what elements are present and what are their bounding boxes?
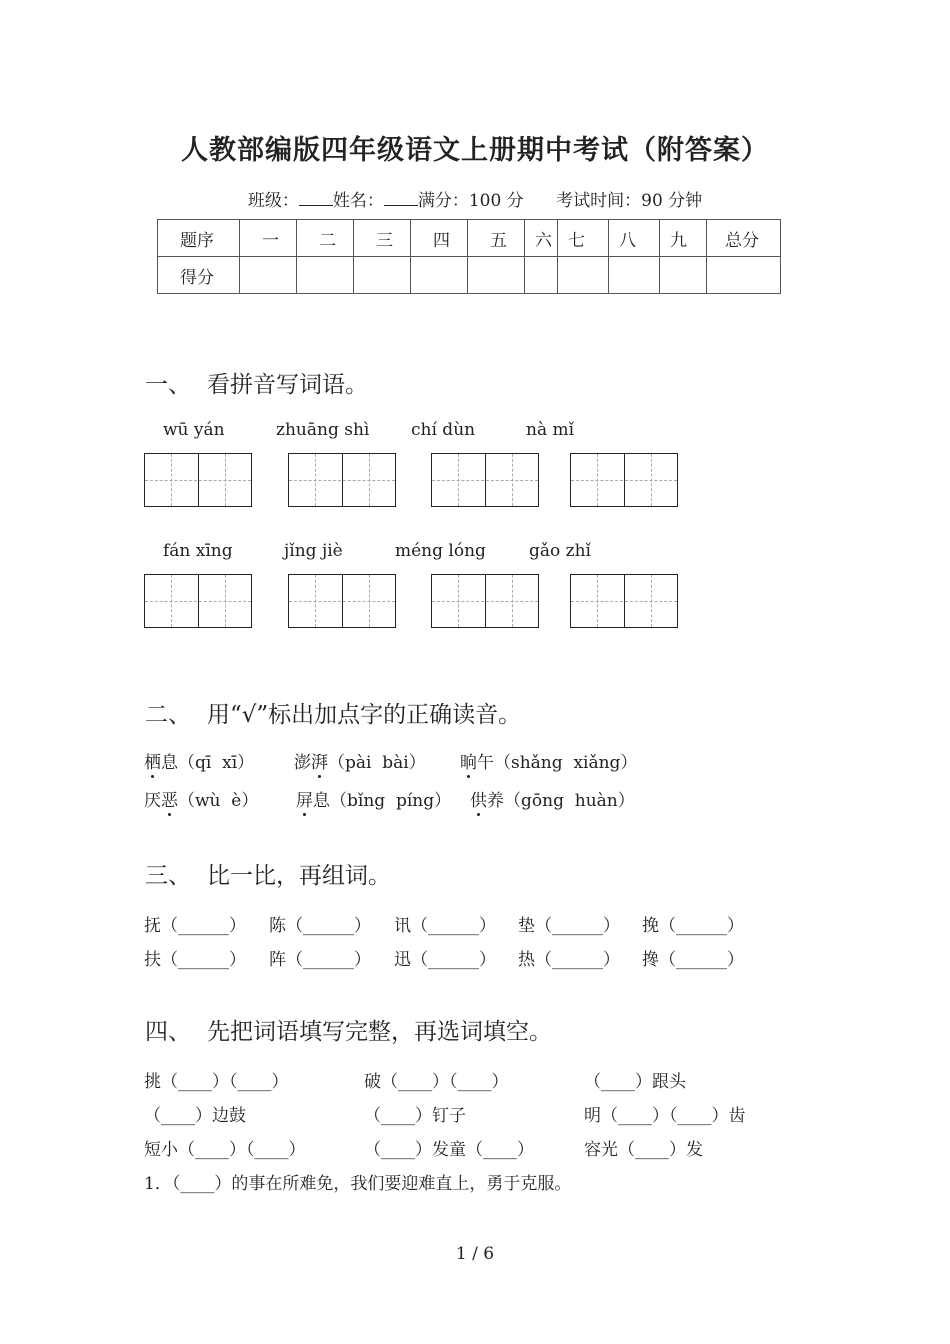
score-cell[interactable] [609,257,660,294]
score-cell[interactable] [558,257,609,294]
idiom-item[interactable]: （____）钉子 [364,1106,466,1126]
table-cell: 七 [558,220,609,257]
score-cell[interactable] [660,257,707,294]
idiom-item[interactable]: （____）跟头 [584,1072,686,1092]
idiom-item[interactable]: 容光（____）发 [584,1140,703,1160]
pinyin-label: méng lóng [395,541,486,561]
score-cell[interactable] [240,257,297,294]
reading-item [144,786,258,811]
compare-item[interactable]: 扶（______） [144,950,246,970]
table-cell: 九 [660,220,707,257]
reading-options[interactable]: 息（qī xī） [161,753,255,773]
dotted-char: 湃 [311,748,328,773]
writing-grid[interactable] [288,453,396,507]
score-cell[interactable] [525,257,558,294]
section-number: 二、 [145,702,191,728]
class-label: 班级： [247,191,299,211]
dotted-char: 晌 [460,748,477,773]
compare-item[interactable]: 陈（______） [269,916,371,936]
writing-grid[interactable] [144,574,252,628]
section-number: 一、 [145,372,191,398]
section-heading [145,857,391,890]
page-number: 1 / 6 [455,1244,495,1264]
compare-item[interactable]: 搀（______） [642,950,744,970]
compare-item[interactable]: 抚（______） [144,916,246,936]
name-blank[interactable] [384,191,418,206]
fill-sentence[interactable]: 1．（____）的事在所难免，我们要迎难直上，勇于克服。 [144,1174,572,1194]
reading-item [144,748,254,773]
reading-item [294,748,426,773]
exam-time: 考试时间：90 分钟 [556,191,703,211]
table-cell: 二 [297,220,354,257]
score-table [157,219,781,294]
dotted-char: 恶 [161,786,178,811]
compare-item[interactable]: 挽（______） [642,916,744,936]
section-heading [145,366,368,399]
table-cell: 题序 [158,220,240,257]
score-cell[interactable] [468,257,525,294]
table-cell: 六 [525,220,558,257]
writing-grid[interactable] [431,453,539,507]
class-blank[interactable] [299,191,333,206]
idiom-item[interactable]: 挑（____）（____） [144,1072,289,1092]
pinyin-label: nà mǐ [526,420,575,440]
idiom-item[interactable]: （____）边鼓 [144,1106,246,1126]
reading-options[interactable]: 午（shǎng xiǎng） [477,753,638,773]
score-cell[interactable] [411,257,468,294]
table-cell: 总分 [707,220,781,257]
section-title: 看拼音写词语。 [207,372,368,398]
page-title: 人教部编版四年级语文上册期中考试（附答案） [181,135,769,166]
pinyin-label: jǐng jiè [284,541,343,561]
table-cell: 三 [354,220,411,257]
reading-options[interactable]: 息（bǐng píng） [313,791,452,811]
section-heading [145,696,521,729]
score-cell[interactable] [297,257,354,294]
idiom-item[interactable]: 破（____）（____） [364,1072,509,1092]
name-label: 姓名： [332,191,384,211]
pinyin-label: gǎo zhǐ [529,541,591,561]
section-title: 比一比，再组词。 [207,863,391,889]
section-title: 用“√”标出加点字的正确读音。 [207,702,522,728]
table-cell: 八 [609,220,660,257]
idiom-item[interactable]: （____）发童（____） [364,1140,534,1160]
reading-item [470,786,635,811]
exam-info [0,186,950,211]
reading-options[interactable]: （wù è） [178,791,259,811]
idiom-item[interactable]: 明（____）（____）齿 [584,1106,746,1126]
table-cell: 五 [468,220,525,257]
pinyin-label: wū yán [163,420,225,440]
writing-grid[interactable] [431,574,539,628]
dotted-char: 栖 [144,748,161,773]
idiom-item[interactable]: 短小（____）（____） [144,1140,306,1160]
full-score: 满分：100 分 [417,191,524,211]
section-heading [145,1013,552,1046]
section-number: 四、 [145,1019,191,1045]
compare-item[interactable]: 垫（______） [518,916,620,936]
score-cell[interactable] [354,257,411,294]
reading-options[interactable]: （pài bài） [328,753,426,773]
compare-item[interactable]: 讯（______） [394,916,496,936]
writing-grid[interactable] [570,453,678,507]
reading-item [296,786,451,811]
writing-grid[interactable] [288,574,396,628]
pinyin-label: chí dùn [411,420,476,440]
score-header-row [158,220,781,257]
compare-item[interactable]: 迅（______） [394,950,496,970]
compare-item[interactable]: 热（______） [518,950,620,970]
table-cell: 四 [411,220,468,257]
reading-options[interactable]: 养（gōng huàn） [487,791,635,811]
pinyin-label: zhuāng shì [276,420,370,440]
reading-item [460,748,637,773]
writing-grid[interactable] [570,574,678,628]
compare-item[interactable]: 阵（______） [269,950,371,970]
dotted-char: 屏 [296,786,313,811]
dotted-char: 供 [470,786,487,811]
table-cell: 一 [240,220,297,257]
score-value-row [158,257,781,294]
plain-char: 澎 [294,753,311,773]
table-cell: 得分 [158,257,240,294]
score-cell[interactable] [707,257,781,294]
plain-char: 厌 [144,791,161,811]
writing-grid[interactable] [144,453,252,507]
pinyin-label: fán xīng [163,541,233,561]
section-number: 三、 [145,863,191,889]
section-title: 先把词语填写完整，再选词填空。 [207,1019,552,1045]
